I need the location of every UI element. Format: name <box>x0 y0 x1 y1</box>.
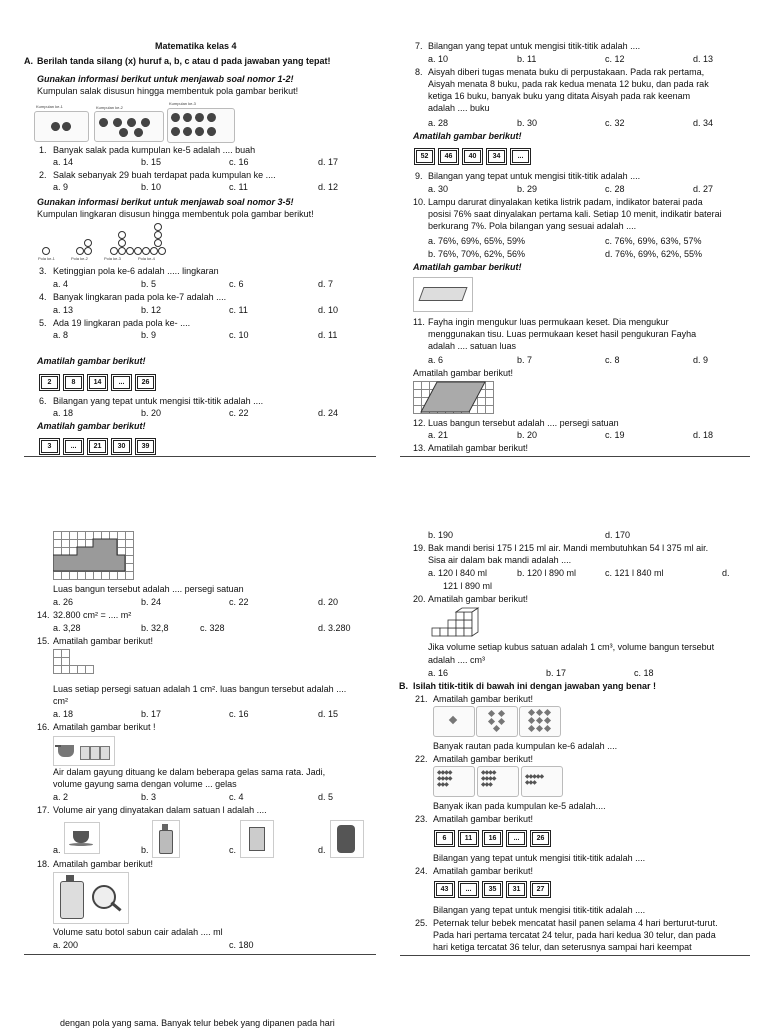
q16-text: Amatilah gambar berikut ! <box>53 722 156 732</box>
q13-option-d[interactable]: d. 20 <box>318 597 339 607</box>
q20-follow-2: adalah .... cm³ <box>428 655 486 665</box>
q8-line-4: adalah .... buku <box>428 103 490 113</box>
info2-heading: Gunakan informasi berikut untuk menjawab soal nomor 3-5! <box>37 197 294 207</box>
q11-line-2: menggunakan tisu. Luas permukaan keset hasil pengukuran Fayha <box>428 329 697 339</box>
seq-b-item: 30 <box>113 440 130 453</box>
q10-number: 10. <box>413 197 426 207</box>
q21-follow: Banyak rautan pada kumpulan ke-6 adalah .... <box>433 741 618 751</box>
cube-stack-image <box>430 606 490 638</box>
q18-option-a[interactable]: a. 200 <box>53 940 79 950</box>
q18-option-b[interactable]: b. 190 <box>428 530 454 540</box>
q2-option-a[interactable]: a. 9 <box>53 182 69 192</box>
circle-pattern-figure <box>38 222 178 262</box>
page-title: Matematika kelas 4 <box>155 41 237 51</box>
q6-option-b[interactable]: b. 20 <box>141 408 162 418</box>
q3-number: 3. <box>39 266 47 276</box>
divider-left-1 <box>24 456 376 457</box>
q19-line-1: Bak mandi berisi 175 l 215 ml air. Mandi membutuhkan 54 l 375 ml air. <box>428 543 709 553</box>
q7-option-a[interactable]: a. 10 <box>428 54 449 64</box>
q18-text: Amatilah gambar berikut! <box>53 859 154 869</box>
q13-grid <box>53 531 134 580</box>
q18-option-c[interactable]: c. 180 <box>229 940 254 950</box>
q7-text: Bilangan yang tepat untuk mengisi titik-titik adalah .... <box>428 41 641 51</box>
water-tank-image <box>330 820 364 858</box>
glass-image <box>240 820 274 858</box>
q8-line-1: Aisyah diberi tugas menata buku di perpustakaan. Pada rak pertama, <box>428 67 705 77</box>
q17-option-c[interactable]: c. <box>229 845 237 855</box>
q10-option-b[interactable]: b. 76%, 70%, 62%, 56% <box>428 249 526 259</box>
q2-text: Salak sebanyak 29 buah terdapat pada kumpulan ke .... <box>53 170 276 180</box>
q4-option-a[interactable]: a. 13 <box>53 305 74 315</box>
q14-option-a[interactable]: a. 3,28 <box>53 623 81 633</box>
salak-label-1: Kumpulan ke-1 <box>36 104 63 109</box>
q18-follow: Volume satu botol sabun cair adalah .... ml <box>53 927 223 937</box>
q7-option-c[interactable]: c. 12 <box>605 54 625 64</box>
q8-option-c[interactable]: c. 32 <box>605 118 625 128</box>
small-bottle-image <box>152 820 180 858</box>
seq-b-item: 39 <box>137 440 154 453</box>
q24-number: 24. <box>415 866 428 876</box>
q6-option-c[interactable]: c. 22 <box>229 408 249 418</box>
q1-number: 1. <box>39 145 47 155</box>
q2-number: 2. <box>39 170 47 180</box>
q15-follow-1: Luas setiap persegi satuan adalah 1 cm². luas bangun tersebut adalah .... <box>53 684 347 694</box>
q16-option-d[interactable]: d. 5 <box>318 792 334 802</box>
q7-option-b[interactable]: b. 11 <box>517 54 537 64</box>
q11-option-a[interactable]: a. 6 <box>428 355 444 365</box>
q21-number: 21. <box>415 694 428 704</box>
q8-option-a[interactable]: a. 28 <box>428 118 449 128</box>
soap-bottle-image <box>53 872 129 924</box>
q3-option-b[interactable]: b. 5 <box>141 279 157 289</box>
q14-text: 32.800 cm² = .... m² <box>53 610 132 620</box>
q4-number: 4. <box>39 292 47 302</box>
q1-option-d[interactable]: d. 17 <box>318 157 339 167</box>
q1-option-b[interactable]: b. 15 <box>141 157 162 167</box>
q1-text: Banyak salak pada kumpulan ke-5 adalah .... buah <box>53 145 256 155</box>
q22-follow: Banyak ikan pada kumpulan ke-5 adalah.... <box>433 801 606 811</box>
q2-option-d[interactable]: d. 12 <box>318 182 339 192</box>
observe-heading-a: Amatilah gambar berikut! <box>37 356 146 366</box>
q9-number: 9. <box>415 171 423 181</box>
q4-option-c[interactable]: c. 11 <box>229 305 248 315</box>
q23-number: 23. <box>415 814 428 824</box>
q8-line-2: Aisyah menata 8 buku, pada rak kedua menata 12 buku, dan pada rak <box>428 79 709 89</box>
q5-option-b[interactable]: b. 9 <box>141 330 157 340</box>
q5-option-d[interactable]: d. 11 <box>318 330 338 340</box>
q2-option-c[interactable]: c. 11 <box>229 182 248 192</box>
q22-text: Amatilah gambar berikut! <box>433 754 534 764</box>
seq-c-item: 46 <box>440 150 457 163</box>
seq-24-item: 43 <box>436 883 453 896</box>
seq-23-item: 6 <box>436 832 453 845</box>
q1-option-a[interactable]: a. 14 <box>53 157 74 167</box>
q11-line-3: adalah .... satuan luas <box>428 341 517 351</box>
divider-left-2 <box>24 954 376 955</box>
seq-23-item: 26 <box>532 832 549 845</box>
seq-b-item: ... <box>65 440 82 453</box>
q13-option-c[interactable]: c. 22 <box>229 597 249 607</box>
q16-option-c[interactable]: c. 4 <box>229 792 244 802</box>
q5-number: 5. <box>39 318 47 328</box>
q3-text: Ketinggian pola ke-6 adalah ..... lingkaran <box>53 266 219 276</box>
q6-text: Bilangan yang tepat untuk mengisi ttik-titik adalah .... <box>53 396 264 406</box>
seq-c-item: ... <box>512 150 529 163</box>
observe-heading-d: Amatilah gambar berikut! <box>413 262 522 272</box>
q15-text: Amatilah gambar berikut! <box>53 636 154 646</box>
bottom-continuation-text: dengan pola yang sama. Banyak telur bebek yang dipanen pada hari <box>60 1018 335 1028</box>
q10-option-a[interactable]: a. 76%, 69%, 65%, 59% <box>428 236 526 246</box>
q19-option-a[interactable]: a. 120 l 840 ml <box>428 568 488 578</box>
q16-follow-2: volume gayung sama dengan volume ... gelas <box>53 779 237 789</box>
q22-number: 22. <box>415 754 428 764</box>
q17-option-d[interactable]: d. <box>318 845 326 855</box>
q8-option-b[interactable]: b. 30 <box>517 118 538 128</box>
sequence-boxes-b <box>39 438 156 455</box>
q3-option-a[interactable]: a. 4 <box>53 279 69 289</box>
q9-option-c[interactable]: c. 28 <box>605 184 625 194</box>
section-b-letter: B. <box>399 681 408 691</box>
q12-option-c[interactable]: c. 19 <box>605 430 625 440</box>
q13-option-a[interactable]: a. 26 <box>53 597 74 607</box>
sharpener-pattern-image <box>433 706 561 736</box>
q14-option-d[interactable]: d. 3.280 <box>318 623 351 633</box>
q15-option-c[interactable]: c. 16 <box>229 709 249 719</box>
cup-image <box>64 822 100 854</box>
q14-number: 14. <box>37 610 50 620</box>
q2-option-b[interactable]: b. 10 <box>141 182 162 192</box>
q7-number: 7. <box>415 41 423 51</box>
q10-line-1: Lampu darurat dinyalakan ketika listrik padam, indikator baterai pada <box>428 197 703 207</box>
q24-text: Amatilah gambar berikut! <box>433 866 534 876</box>
circle-label-3: Pola ke-3 <box>104 256 121 261</box>
q7-option-d[interactable]: d. 13 <box>693 54 714 64</box>
seq-a-item: 14 <box>89 376 106 389</box>
q25-line-2: Pada hari pertama tercatat 24 telur, pada hari kedua 30 telur, dan pada <box>433 930 716 940</box>
q18-option-d[interactable]: d. 170 <box>605 530 631 540</box>
q19-option-b[interactable]: b. 120 l 890 ml <box>517 568 577 578</box>
sequence-boxes-24 <box>434 881 551 898</box>
q20-number: 20. <box>413 594 426 604</box>
q4-option-d[interactable]: d. 10 <box>318 305 339 315</box>
q19-number: 19. <box>413 543 426 553</box>
cube-stack-drawing <box>430 606 490 638</box>
fish-pattern-image: ◆◆◆◆ ◆◆◆◆ ◆◆◆ ◆◆◆◆ ◆◆◆◆ ◆◆◆ ◆◆◆◆◆ ◆◆◆ <box>433 766 563 796</box>
q1-option-c[interactable]: c. 16 <box>229 157 249 167</box>
q20-option-a[interactable]: a. 16 <box>428 668 449 678</box>
doormat-image <box>413 277 473 312</box>
q15-option-d[interactable]: d. 15 <box>318 709 339 719</box>
q19-option-d[interactable]: d. <box>722 568 730 578</box>
q11-option-d[interactable]: d. 9 <box>693 355 709 365</box>
q14-option-c[interactable]: c. 328 <box>200 623 225 633</box>
q8-number: 8. <box>415 67 423 77</box>
q9-option-b[interactable]: b. 29 <box>517 184 538 194</box>
q10-option-c[interactable]: c. 76%, 69%, 63%, 57% <box>605 236 702 246</box>
seq-c-item: 52 <box>416 150 433 163</box>
seq-24-item: 27 <box>532 883 549 896</box>
seq-23-item: ... <box>508 832 525 845</box>
q20-text: Amatilah gambar berikut! <box>428 594 529 604</box>
q13-number: 13. <box>413 443 426 453</box>
q10-option-d[interactable]: d. 76%, 69%, 62%, 55% <box>605 249 703 259</box>
q21-text: Amatilah gambar berikut! <box>433 694 534 704</box>
sequence-boxes-a <box>39 374 156 391</box>
divider-right-2 <box>400 955 750 956</box>
salak-label-2: Kumpulan ke-2 <box>96 105 123 110</box>
q16-follow-1: Air dalam gayung dituang ke dalam beberapa gelas sama rata. Jadi, <box>53 767 326 777</box>
q20-option-b[interactable]: b. 17 <box>546 668 567 678</box>
salak-label-3: Kumpulan ke-3 <box>169 101 196 106</box>
q20-option-c[interactable]: c. 18 <box>634 668 654 678</box>
q14-option-b[interactable]: b. 32,8 <box>141 623 169 633</box>
q3-option-d[interactable]: d. 7 <box>318 279 334 289</box>
q11-option-c[interactable]: c. 8 <box>605 355 620 365</box>
observe-heading-c: Amatilah gambar berikut! <box>413 131 522 141</box>
seq-a-item: 2 <box>41 376 58 389</box>
q10-line-2: posisi 76% saat dinyalakan pertama kali. Setiap 10 menit, indikatir baterai <box>428 209 722 219</box>
q12-text: Luas bangun tersebut adalah .... persegi satuan <box>428 418 619 428</box>
q19-line-2: Sisa air dalam bak mandi adalah .... <box>428 555 572 565</box>
q8-line-3: ketiga 16 buku, banyak buku yang ditata Aisyah pada rak keenam <box>428 91 691 101</box>
q5-option-c[interactable]: c. 10 <box>229 330 249 340</box>
q12-option-a[interactable]: a. 21 <box>428 430 449 440</box>
q9-option-a[interactable]: a. 30 <box>428 184 449 194</box>
sequence-boxes-c <box>414 148 531 165</box>
circle-label-2: Pola ke-2 <box>71 256 88 261</box>
seq-c-item: 40 <box>464 150 481 163</box>
q17-option-b[interactable]: b. <box>141 845 149 855</box>
q11-line-1: Fayha ingin mengukur luas permukaan keset. Dia mengukur <box>428 317 669 327</box>
q24-follow: Bilangan yang tepat untuk mengisi titik-titik adalah .... <box>433 905 646 915</box>
seq-b-item: 3 <box>41 440 58 453</box>
q15-option-b[interactable]: b. 17 <box>141 709 162 719</box>
q13-option-b[interactable]: b. 24 <box>141 597 162 607</box>
q25-line-1: Peternak telur bebek mencatat hasil panen selama 4 hari berturut-turut. <box>433 918 718 928</box>
seq-24-item: 31 <box>508 883 525 896</box>
parallelogram-grid <box>413 381 494 414</box>
info1-heading: Gunakan informasi berikut untuk menjawab soal nomor 1-2! <box>37 74 294 84</box>
q10-line-3: berkurang 7%. Pola bilangan yang sesuai adalah .... <box>428 221 637 231</box>
q20-follow-1: Jika volume setiap kubus satuan adalah 1 cm³, volume bangun tersebut <box>428 642 715 652</box>
q8-option-d[interactable]: d. 34 <box>693 118 714 128</box>
section-b-instruction: Isilah titik-titik di bawah ini dengan jawaban yang benar ! <box>413 681 657 691</box>
q23-follow: Bilangan yang tepat untuk mengisi titik-titik adalah .... <box>433 853 646 863</box>
seq-23-item: 11 <box>460 832 477 845</box>
q17-text: Volume air yang dinyatakan dalam satuan l adalah .... <box>53 805 267 815</box>
q5-option-a[interactable]: a. 8 <box>53 330 69 340</box>
seq-a-item: 26 <box>137 376 154 389</box>
q23-text: Amatilah gambar berikut! <box>433 814 534 824</box>
q9-option-d[interactable]: d. 27 <box>693 184 714 194</box>
q13-text: Amatilah gambar berikut! <box>428 443 529 453</box>
q19-option-c[interactable]: c. 121 l 840 ml <box>605 568 664 578</box>
circle-label-4: Pola ke-4 <box>138 256 155 261</box>
q4-option-b[interactable]: b. 12 <box>141 305 162 315</box>
info1-text: Kumpulan salak disusun hingga membentuk pola gambar berikut! <box>37 86 299 96</box>
seq-a-item: 8 <box>65 376 82 389</box>
q16-option-b[interactable]: b. 3 <box>141 792 157 802</box>
seq-b-item: 21 <box>89 440 106 453</box>
q6-number: 6. <box>39 396 47 406</box>
q19-option-d-value: 121 l 890 ml <box>443 581 493 591</box>
q17-option-a[interactable]: a. <box>53 845 61 855</box>
sequence-boxes-21 <box>434 830 551 847</box>
section-a-instruction: Berilah tanda silang (x) huruf a, b, c atau d pada jawaban yang tepat! <box>37 56 331 66</box>
q18-number: 18. <box>37 859 50 869</box>
seq-24-item: ... <box>460 883 477 896</box>
q15-follow-2: cm² <box>53 696 68 706</box>
q25-line-3: hari ketiga tercatat 36 telur, dan seterusnya sampai hari keempat <box>433 942 692 952</box>
divider-right-1 <box>400 456 750 457</box>
q25-number: 25. <box>415 918 428 928</box>
q12-option-b[interactable]: b. 20 <box>517 430 538 440</box>
q16-option-a[interactable]: a. 2 <box>53 792 69 802</box>
q9-text: Bilangan yang tepat untuk mengisi titik-titik adalah .... <box>428 171 641 181</box>
q6-option-d[interactable]: d. 24 <box>318 408 339 418</box>
q5-text: Ada 19 lingkaran pada pola ke- .... <box>53 318 191 328</box>
q3-option-c[interactable]: c. 6 <box>229 279 244 289</box>
circle-label-1: Pola ke-1 <box>38 256 55 261</box>
seq-24-item: 35 <box>484 883 501 896</box>
seq-a-item: ... <box>113 376 130 389</box>
q15-figure <box>53 649 93 681</box>
q15-option-a[interactable]: a. 18 <box>53 709 74 719</box>
q4-text: Banyak lingkaran pada pola ke-7 adalah .... <box>53 292 227 302</box>
info2-text: Kumpulan lingkaran disusun hingga membentuk pola gambar berikut! <box>37 209 314 219</box>
observe-heading-b: Amatilah gambar berikut! <box>37 421 146 431</box>
q12-number: 12. <box>413 418 426 428</box>
ladle-and-glasses-image <box>53 736 115 766</box>
parallelogram-shape <box>413 381 493 413</box>
q13-follow: Luas bangun tersebut adalah .... persegi satuan <box>53 584 244 594</box>
seq-23-item: 16 <box>484 832 501 845</box>
q6-option-a[interactable]: a. 18 <box>53 408 74 418</box>
section-a-letter: A. <box>24 56 33 66</box>
q17-number: 17. <box>37 805 50 815</box>
q12-option-d[interactable]: d. 18 <box>693 430 714 440</box>
q15-number: 15. <box>37 636 50 646</box>
salak-pattern-figure <box>34 100 214 142</box>
observe-heading-e: Amatilah gambar berikut! <box>413 368 514 378</box>
q11-option-b[interactable]: b. 7 <box>517 355 533 365</box>
seq-c-item: 34 <box>488 150 505 163</box>
q16-number: 16. <box>37 722 50 732</box>
q13-shape <box>53 531 133 579</box>
q11-number: 11. <box>413 317 425 327</box>
